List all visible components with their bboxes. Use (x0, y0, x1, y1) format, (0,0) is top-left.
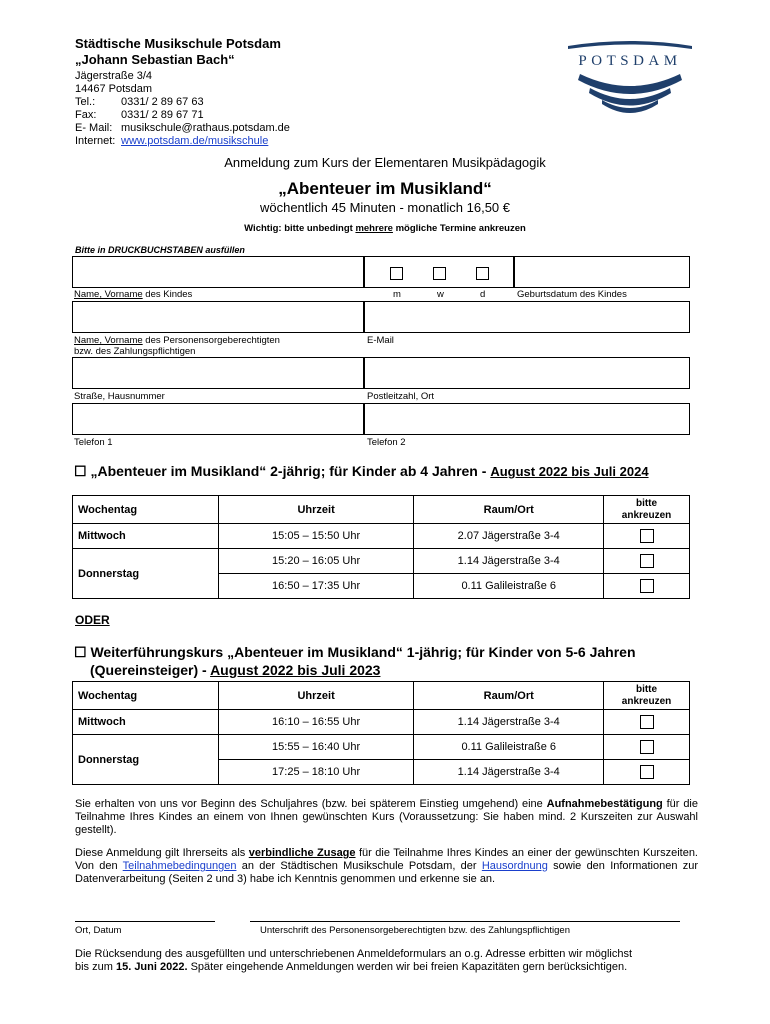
phone2-field[interactable] (364, 403, 690, 435)
row-checkbox-cell (604, 549, 690, 574)
table-row (73, 549, 690, 574)
footer-note (75, 948, 705, 974)
p1-bold: Aufnahmebestätigung (546, 798, 663, 810)
note-pre: Wichtig: bitte unbedingt (244, 223, 356, 234)
phone1-field[interactable] (72, 403, 364, 435)
fax-label: Fax: (75, 109, 97, 121)
tel-label: Tel.: (75, 96, 96, 108)
internet-line (75, 135, 290, 148)
course1-period: August 2022 bis Juli 2024 (490, 464, 649, 479)
guardian-label-b: des Personensorgeberechtigten (142, 335, 280, 346)
row-room: 1.14 Jägerstraße 3-4 (414, 549, 604, 574)
website-link[interactable]: www.potsdam.de/musikschule (121, 135, 269, 147)
course-title: „Abenteuer im Musikland“ (278, 179, 492, 198)
gender-w-checkbox[interactable] (433, 267, 446, 280)
row-checkbox-cell (604, 710, 690, 735)
participation-terms-link[interactable]: Teilnahmebedingungen (122, 860, 237, 872)
table-header-row (73, 496, 690, 524)
row-day: Donnerstag (73, 735, 219, 785)
row-day: Mittwoch (73, 524, 219, 549)
house-rules-link[interactable]: Hausordnung (481, 860, 548, 872)
p2-c: an der Städtischen Musikschule Potsdam, der (236, 860, 482, 872)
row-room: 1.14 Jägerstraße 3-4 (414, 760, 604, 785)
row-room: 1.14 Jägerstraße 3-4 (414, 710, 604, 735)
guardian-label-c: bzw. des Zahlungspflichtigen (74, 346, 196, 357)
course2-heading (74, 643, 636, 679)
row-checkbox[interactable] (640, 765, 654, 779)
col-check-header-2: ankreuzen (621, 509, 672, 521)
birthdate-label: Geburtsdatum des Kindes (517, 289, 627, 300)
child-birthdate-field[interactable] (514, 256, 690, 288)
footer-line2 (75, 961, 705, 974)
important-note (0, 223, 770, 234)
col-time-header: Uhrzeit (218, 496, 414, 524)
guardian-name-field[interactable] (72, 301, 364, 333)
footer-line1: Die Rücksendung des ausgefüllten und unterschriebenen Anmeldeformulars an o.g. Adresse erbitten wir möglichst (75, 948, 633, 960)
address-block (75, 70, 290, 148)
col-day-header: Wochentag (73, 682, 219, 710)
row-checkbox[interactable] (640, 715, 654, 729)
school-name: Städtische Musikschule Potsdam (75, 36, 281, 51)
child-name-field[interactable] (72, 256, 364, 288)
col-check-header (604, 496, 690, 524)
logo-text: POTSDAM (578, 53, 682, 69)
row-checkbox[interactable] (640, 579, 654, 593)
course1-title: „Abenteuer im Musikland“ 2-jährig; für Kinder ab 4 Jahren - (90, 463, 491, 479)
street-field[interactable] (72, 357, 364, 389)
guardian-label (74, 335, 280, 357)
internet-label: Internet: (75, 135, 116, 147)
email-value: musikschule@rathaus.potsdam.de (121, 122, 290, 134)
row-room: 0.11 Galileistraße 6 (414, 574, 604, 599)
gender-d-checkbox[interactable] (476, 267, 489, 280)
course-schedule: wöchentlich 45 Minuten - monatlich 16,50 € (259, 200, 511, 215)
postal-field[interactable] (364, 357, 690, 389)
course1-heading (74, 463, 649, 480)
row-checkbox[interactable] (640, 529, 654, 543)
course2-table (72, 681, 690, 785)
row-checkbox-cell (604, 574, 690, 599)
footer-deadline: 15. Juni 2022. (115, 961, 188, 973)
row-day: Mittwoch (73, 710, 219, 735)
fax-line (75, 109, 290, 122)
table-row (73, 524, 690, 549)
signature-label: Unterschrift des Personensorgeberechtigten bzw. des Zahlungspflichtigen (260, 925, 570, 936)
row-time: 15:55 – 16:40 Uhr (218, 735, 414, 760)
child-name-label-b: des Kindes (142, 289, 193, 300)
p2-b: für die Teilnahme Ihres Kindes an einer der gewünschten Kurszeiten. Von den (75, 847, 698, 872)
address-street: Jägerstraße 3/4 (75, 70, 153, 82)
tel-line (75, 96, 290, 109)
table-row (73, 735, 690, 760)
note-emphasis: mehrere (355, 223, 393, 234)
form-instruction: Bitte in DRUCKBUCHSTABEN ausfüllen (75, 245, 245, 255)
table-row (73, 710, 690, 735)
row-time: 15:20 – 16:05 Uhr (218, 549, 414, 574)
row-room: 2.07 Jägerstraße 3-4 (414, 524, 604, 549)
p2-d: sowie den Informationen zur Datenverarbeitung (Seiten 2 und 3) habe ich Kenntnis genommen und erkenne sie an. (75, 860, 699, 885)
oder-separator: ODER (75, 613, 110, 627)
row-day: Donnerstag (73, 549, 219, 599)
course1-table (72, 495, 690, 599)
row-checkbox[interactable] (640, 554, 654, 568)
row-time: 15:05 – 15:50 Uhr (218, 524, 414, 549)
child-name-label-a: Name, Vorname (74, 289, 143, 300)
row-checkbox-cell (604, 524, 690, 549)
tel-value: 0331/ 2 89 67 63 (121, 96, 204, 108)
col-time-header: Uhrzeit (218, 682, 414, 710)
postal-label: Postleitzahl, Ort (367, 391, 435, 402)
guardian-label-a: Name, Vorname (74, 335, 143, 346)
street-label: Straße, Hausnummer (74, 391, 165, 402)
row-time: 16:10 – 16:55 Uhr (218, 710, 414, 735)
row-time: 17:25 – 18:10 Uhr (218, 760, 414, 785)
fax-value: 0331/ 2 89 67 71 (121, 109, 204, 121)
col-room-header: Raum/Ort (414, 682, 604, 710)
col-day-header: Wochentag (73, 496, 219, 524)
place-date-line[interactable] (75, 921, 215, 922)
gender-d-label: d (480, 289, 486, 300)
footer-line2-post: Später eingehende Anmeldungen werden wir bei freien Kapazitäten gern berücksichtigen. (187, 961, 628, 973)
course2-period: August 2022 bis Juli 2023 (210, 662, 381, 678)
col-room-header: Raum/Ort (414, 496, 604, 524)
row-checkbox-cell (604, 760, 690, 785)
potsdam-logo (560, 38, 700, 122)
confirmation-paragraph (75, 798, 698, 837)
p2-bold: verbindliche Zusage (248, 847, 356, 859)
commitment-paragraph (75, 847, 698, 886)
phone2-label: Telefon 2 (367, 437, 406, 448)
course1-checkbox[interactable]: ☐ (74, 463, 87, 479)
gender-w-label: w (437, 289, 444, 300)
phone1-label: Telefon 1 (74, 437, 113, 448)
place-date-label: Ort, Datum (75, 925, 122, 936)
note-post: mögliche Termine ankreuzen (392, 223, 526, 234)
address-city: 14467 Potsdam (75, 83, 153, 95)
email-field[interactable] (364, 301, 690, 333)
p2-a: Diese Anmeldung gilt Ihrerseits als (75, 847, 249, 859)
row-time: 16:50 – 17:35 Uhr (218, 574, 414, 599)
course2-title-line1: Weiterführungskurs „Abenteuer im Musikland“ 1-jährig; für Kinder von 5-6 Jahren (90, 644, 636, 660)
col-check-header-1: bitte (635, 683, 658, 695)
child-name-label (74, 289, 192, 300)
gender-m-label: m (393, 289, 401, 300)
email-label: E- Mail: (75, 122, 113, 134)
col-check-header-1: bitte (635, 497, 658, 509)
email-label: E-Mail (367, 335, 394, 346)
row-room: 0.11 Galileistraße 6 (414, 735, 604, 760)
signature-line[interactable] (250, 921, 680, 922)
row-checkbox-cell (604, 735, 690, 760)
course2-checkbox[interactable]: ☐ (74, 644, 87, 660)
col-check-header-2: ankreuzen (621, 695, 672, 707)
row-checkbox[interactable] (640, 740, 654, 754)
school-subtitle: „Johann Sebastian Bach“ (75, 52, 235, 67)
col-check-header (604, 682, 690, 710)
gender-m-checkbox[interactable] (390, 267, 403, 280)
p1-pre: Sie erhalten von uns vor Beginn des Schuljahres (bzw. bei späterem Einstieg umgehend) eine (75, 798, 547, 810)
course-subtitle: Anmeldung zum Kurs der Elementaren Musikpädagogik (224, 155, 546, 170)
email-line (75, 122, 290, 135)
table-header-row (73, 682, 690, 710)
footer-line2-pre: bis zum (75, 961, 116, 973)
p1-post: für die Teilnahme Ihres Kindes an einem von Ihnen gewünschten Kurs (Voraussetzung: Sie haben mind. 2 Kurszeiten zur Auswahl gestellt). (75, 798, 698, 836)
course2-title-line2: (Quereinsteiger) - (90, 662, 211, 678)
